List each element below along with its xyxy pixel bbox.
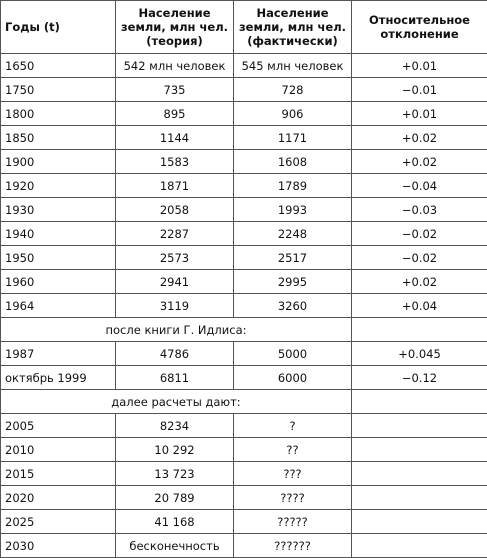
theory-cell: 1871 (116, 174, 234, 198)
deviation-cell: −0.12 (352, 366, 487, 390)
deviation-cell (352, 462, 487, 486)
theory-cell: 542 млн человек (116, 54, 234, 78)
year-cell: 1920 (1, 174, 116, 198)
deviation-cell: +0.02 (352, 270, 487, 294)
theory-cell: 6811 (116, 366, 234, 390)
year-cell: 2015 (1, 462, 116, 486)
year-cell: 1950 (1, 246, 116, 270)
theory-cell: 8234 (116, 414, 234, 438)
year-cell: 1900 (1, 150, 116, 174)
year-cell: 1850 (1, 126, 116, 150)
deviation-cell (352, 510, 487, 534)
deviation-cell: +0.02 (352, 126, 487, 150)
note-row (1, 390, 487, 414)
theory-cell: 2287 (116, 222, 234, 246)
header-theory: Население земли, млн чел. (теория) (116, 1, 234, 54)
table-row (1, 246, 487, 270)
year-cell: 1940 (1, 222, 116, 246)
note-row (1, 318, 487, 342)
actual-cell: 906 (234, 102, 352, 126)
theory-cell: 10 292 (116, 438, 234, 462)
year-cell: 2030 (1, 534, 116, 558)
deviation-cell: +0.01 (352, 54, 487, 78)
theory-cell: 1583 (116, 150, 234, 174)
theory-cell: 13 723 (116, 462, 234, 486)
actual-cell: 3260 (234, 294, 352, 318)
deviation-cell: −0.02 (352, 222, 487, 246)
header-deviation: Относительное отклонение (352, 1, 487, 54)
actual-cell: 2517 (234, 246, 352, 270)
header-actual: Население земли, млн чел. (фактически) (234, 1, 352, 54)
header-year: Годы (t) (1, 1, 116, 54)
note-further-calculations: далее расчеты дают: (1, 390, 352, 414)
table-row (1, 462, 487, 486)
deviation-cell: −0.04 (352, 174, 487, 198)
table-row (1, 438, 487, 462)
table-row (1, 126, 487, 150)
actual-cell: 2248 (234, 222, 352, 246)
actual-cell: ??? (234, 462, 352, 486)
table-row (1, 534, 487, 558)
deviation-cell (352, 486, 487, 510)
table-row (1, 342, 487, 366)
table-row (1, 294, 487, 318)
theory-cell: 20 789 (116, 486, 234, 510)
actual-cell: 1171 (234, 126, 352, 150)
actual-cell: ?????? (234, 534, 352, 558)
year-cell: 1750 (1, 78, 116, 102)
header-row (1, 1, 487, 54)
year-cell: 2005 (1, 414, 116, 438)
table-row (1, 102, 487, 126)
table-row (1, 150, 487, 174)
year-cell: октябрь 1999 (1, 366, 116, 390)
theory-cell: 2941 (116, 270, 234, 294)
year-cell: 1960 (1, 270, 116, 294)
deviation-cell: +0.01 (352, 102, 487, 126)
theory-cell: 3119 (116, 294, 234, 318)
deviation-cell: −0.01 (352, 78, 487, 102)
theory-cell: 735 (116, 78, 234, 102)
table-row (1, 78, 487, 102)
table-row (1, 486, 487, 510)
year-cell: 1650 (1, 54, 116, 78)
deviation-cell (352, 438, 487, 462)
actual-cell: ???? (234, 486, 352, 510)
actual-cell: 6000 (234, 366, 352, 390)
actual-cell: ? (234, 414, 352, 438)
year-cell: 2020 (1, 486, 116, 510)
table-row (1, 54, 487, 78)
theory-cell: 2573 (116, 246, 234, 270)
actual-cell: 2995 (234, 270, 352, 294)
theory-cell: 895 (116, 102, 234, 126)
year-cell: 2025 (1, 510, 116, 534)
deviation-cell: −0.02 (352, 246, 487, 270)
deviation-cell: +0.045 (352, 342, 487, 366)
deviation-cell: +0.04 (352, 294, 487, 318)
deviation-cell (352, 414, 487, 438)
theory-cell: бесконечность (116, 534, 234, 558)
table-row (1, 510, 487, 534)
actual-cell: 1789 (234, 174, 352, 198)
theory-cell: 41 168 (116, 510, 234, 534)
actual-cell: 545 млн человек (234, 54, 352, 78)
theory-cell: 1144 (116, 126, 234, 150)
actual-cell: ????? (234, 510, 352, 534)
table-row (1, 270, 487, 294)
actual-cell: 728 (234, 78, 352, 102)
year-cell: 1964 (1, 294, 116, 318)
theory-cell: 2058 (116, 198, 234, 222)
table-row (1, 414, 487, 438)
note-empty-cell (352, 318, 487, 342)
year-cell: 2010 (1, 438, 116, 462)
table-row (1, 174, 487, 198)
year-cell: 1930 (1, 198, 116, 222)
year-cell: 1800 (1, 102, 116, 126)
deviation-cell: −0.03 (352, 198, 487, 222)
table-row (1, 222, 487, 246)
deviation-cell: +0.02 (352, 150, 487, 174)
table-row (1, 198, 487, 222)
actual-cell: 1993 (234, 198, 352, 222)
deviation-cell (352, 534, 487, 558)
note-after-idlis: после книги Г. Идлиса: (1, 318, 352, 342)
note-empty-cell (352, 390, 487, 414)
actual-cell: ?? (234, 438, 352, 462)
table-row (1, 366, 487, 390)
theory-cell: 4786 (116, 342, 234, 366)
actual-cell: 5000 (234, 342, 352, 366)
actual-cell: 1608 (234, 150, 352, 174)
year-cell: 1987 (1, 342, 116, 366)
